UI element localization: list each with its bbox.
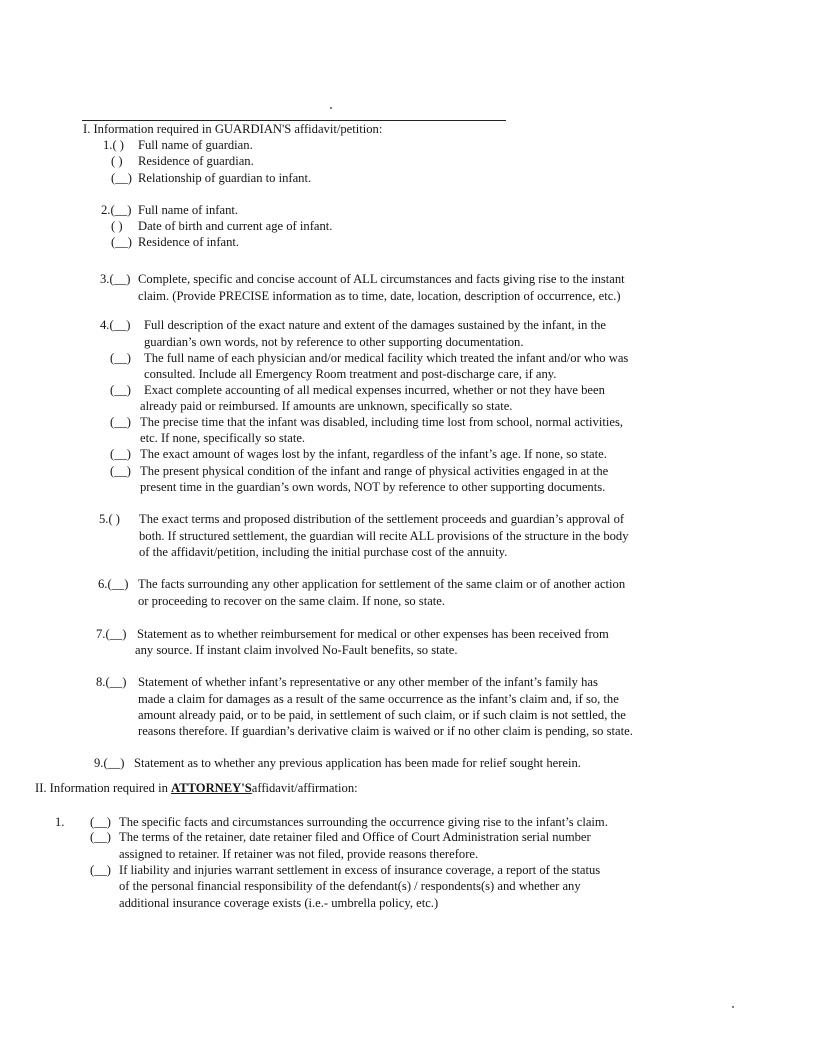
section2-heading-prefix: II. Information required in bbox=[35, 781, 168, 795]
checkbox-marker[interactable]: 7.(__) bbox=[96, 627, 127, 641]
checkbox-marker[interactable]: 1.( ) bbox=[103, 138, 124, 152]
requirement-text: reasons therefore. If guardian’s derivative claim is waived or if no other claim is pending, so state. bbox=[138, 724, 633, 738]
checkbox-marker[interactable]: ( ) bbox=[111, 154, 123, 168]
requirement-text: Statement of whether infant’s representative or any other member of the infant’s family has bbox=[138, 675, 598, 689]
checkbox-marker[interactable]: (__) bbox=[90, 863, 111, 877]
requirement-text: already paid or reimbursed. If amounts are unknown, specifically so state. bbox=[140, 399, 513, 413]
checkbox-marker[interactable]: 6.(__) bbox=[98, 577, 129, 591]
requirement-text: amount already paid, or to be paid, in settlement of such claim, or if such claim is not settled, the bbox=[138, 708, 626, 722]
checkbox-marker[interactable]: (__) bbox=[90, 830, 111, 844]
checkbox-marker[interactable]: 8.(__) bbox=[96, 675, 127, 689]
checkbox-marker[interactable]: (__) bbox=[110, 351, 131, 365]
scan-speck bbox=[330, 107, 332, 109]
checkbox-marker[interactable]: ( ) bbox=[111, 219, 123, 233]
requirement-text: The facts surrounding any other application for settlement of the same claim or of another action bbox=[138, 577, 626, 591]
section2-heading bbox=[35, 781, 358, 796]
requirement-text: If liability and injuries warrant settlement in excess of insurance coverage, a report of the status bbox=[119, 863, 601, 877]
requirement-text: Full name of infant. bbox=[138, 203, 239, 217]
checkbox-marker[interactable]: 5.( ) bbox=[99, 512, 120, 526]
requirement-text: The present physical condition of the infant and range of physical activities engaged in at the bbox=[140, 464, 609, 478]
requirement-text: Relationship of guardian to infant. bbox=[138, 171, 312, 185]
requirement-text: or proceeding to recover on the same claim. If none, so state. bbox=[138, 594, 446, 608]
checkbox-marker[interactable]: (__) bbox=[110, 383, 131, 397]
requirement-text: The terms of the retainer, date retainer filed and Office of Court Administration serial number bbox=[119, 830, 591, 844]
requirement-text: Residence of infant. bbox=[138, 235, 240, 249]
requirement-text: additional insurance coverage exists (i.e.- umbrella policy, etc.) bbox=[119, 896, 439, 910]
checkbox-marker[interactable]: (__) bbox=[111, 235, 132, 249]
requirement-text: The specific facts and circumstances surrounding the occurrence giving rise to the infant’s claim. bbox=[119, 815, 608, 829]
requirement-text: of the personal financial responsibility of the defendant(s) / respondents(s) and whether any bbox=[119, 879, 581, 893]
checkbox-marker[interactable]: 2.(__) bbox=[101, 203, 132, 217]
requirement-text: Statement as to whether reimbursement for medical or other expenses has been received from bbox=[137, 627, 609, 641]
requirement-text: Full name of guardian. bbox=[138, 138, 253, 152]
section1-heading: I. Information required in GUARDIAN'S affidavit/petition: bbox=[83, 122, 383, 136]
checkbox-marker[interactable]: (__) bbox=[111, 171, 132, 185]
requirement-text: consulted. Include all Emergency Room treatment and post-discharge care, if any. bbox=[144, 367, 557, 381]
requirement-text: Date of birth and current age of infant. bbox=[138, 219, 333, 233]
requirement-text: claim. (Provide PRECISE information as to time, date, location, description of occurrence, etc.) bbox=[138, 289, 621, 303]
requirement-text: made a claim for damages as a result of the same occurrence as the infant’s claim and, if so, the bbox=[138, 692, 619, 706]
top-rule bbox=[82, 120, 506, 121]
requirement-text: both. If structured settlement, the guardian will recite ALL provisions of the structure in the body bbox=[139, 529, 629, 543]
requirement-text: Residence of guardian. bbox=[138, 154, 254, 168]
requirement-text: assigned to retainer. If retainer was not filed, provide reasons therefore. bbox=[119, 847, 479, 861]
section2-heading-emphasis: ATTORNEY'S bbox=[171, 781, 252, 795]
checkbox-marker[interactable]: (__) bbox=[110, 464, 131, 478]
requirement-text: Full description of the exact nature and extent of the damages sustained by the infant, in the bbox=[144, 318, 606, 332]
scan-speck bbox=[732, 1006, 734, 1008]
requirement-text: Statement as to whether any previous application has been made for relief sought herein. bbox=[134, 756, 581, 770]
section2-heading-suffix: affidavit/affirmation: bbox=[251, 781, 358, 795]
requirement-text: Exact complete accounting of all medical expenses incurred, whether or not they have been bbox=[144, 383, 605, 397]
requirement-text: The exact amount of wages lost by the infant, regardless of the infant’s age. If none, so state. bbox=[140, 447, 607, 461]
checkbox-marker[interactable]: (__) bbox=[110, 415, 131, 429]
requirement-text: etc. If none, specifically so state. bbox=[140, 431, 306, 445]
requirement-text: The full name of each physician and/or medical facility which treated the infant and/or who was bbox=[144, 351, 629, 365]
checkbox-marker[interactable]: (__) bbox=[90, 815, 111, 829]
requirement-text: Complete, specific and concise account of ALL circumstances and facts giving rise to the instant bbox=[138, 272, 625, 286]
requirement-text: The precise time that the infant was disabled, including time lost from school, normal activities, bbox=[140, 415, 623, 429]
checkbox-marker[interactable]: (__) bbox=[110, 447, 131, 461]
requirement-text: any source. If instant claim involved No-Fault benefits, so state. bbox=[135, 643, 458, 657]
requirement-text: guardian’s own words, not by reference to other supporting documentation. bbox=[144, 335, 524, 349]
checkbox-marker[interactable]: 3.(__) bbox=[100, 272, 131, 286]
checkbox-marker[interactable]: 4.(__) bbox=[100, 318, 131, 332]
section2-item-number: 1. bbox=[55, 815, 65, 829]
requirement-text: present time in the guardian’s own words, NOT by reference to other supporting documents. bbox=[140, 480, 606, 494]
requirement-text: of the affidavit/petition, including the initial purchase cost of the annuity. bbox=[139, 545, 508, 559]
requirement-text: The exact terms and proposed distribution of the settlement proceeds and guardian’s approval of bbox=[139, 512, 625, 526]
checkbox-marker[interactable]: 9.(__) bbox=[94, 756, 125, 770]
